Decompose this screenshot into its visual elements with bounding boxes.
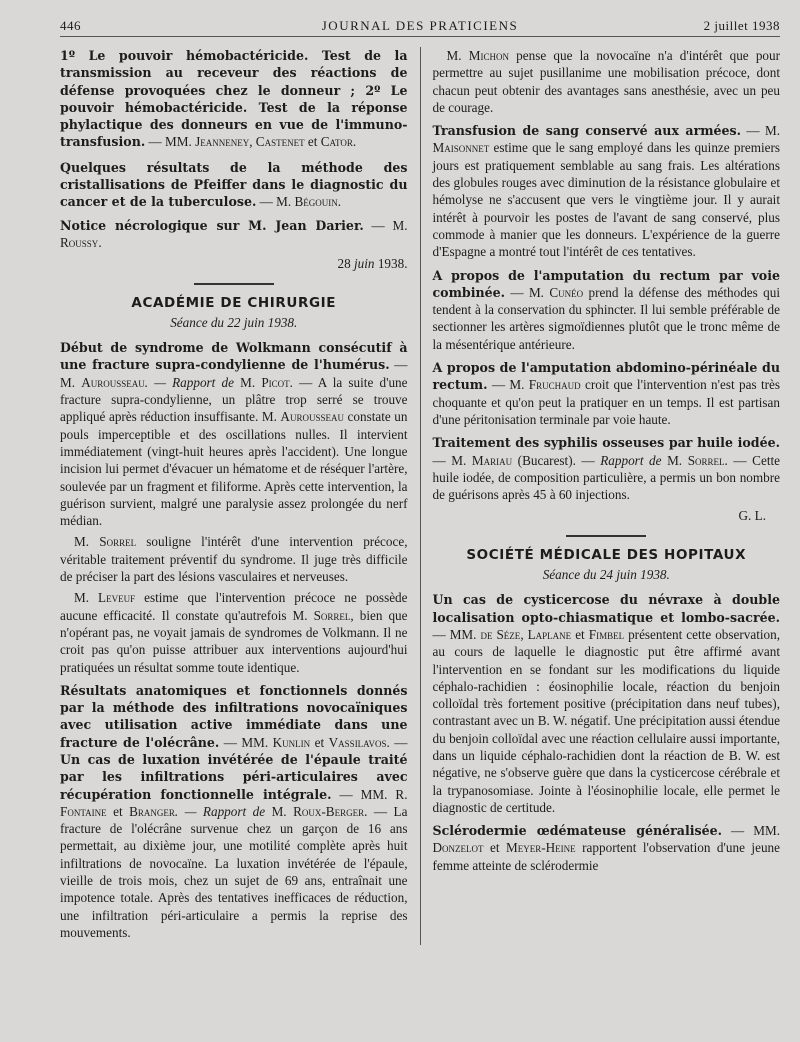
item-title: A propos de l'amputation du rectum par voie combinée. <box>432 267 780 300</box>
item-title: 1º Le pouvoir hémobactéricide. Test de la transmission au receveur des réactions de défense provoquées chez le donneur ; 2º Le pouvoir hémobactéricide. Test de la réponse phylactique des donneurs en vue de l'immuno-transfusion. <box>60 48 408 150</box>
communication-item: Traitement des syphilis osseuses par huile iodée. — M. Mariau (Bucarest). — Rapport de M. Sorrel. — Cette huile iodée, de composition particulière, a permis un bon nombre de guérisons après 45 à 60 injections. <box>432 435 780 503</box>
right-column <box>420 47 781 945</box>
author-name: Jeanneney, Castenet <box>195 134 305 150</box>
item-title: Un cas de cysticercose du névraxe à double localisation opto-chiasmatique et lombo-sacrée. <box>432 592 780 625</box>
section-title: SOCIÉTÉ MÉDICALE DES HOPITAUX <box>466 546 747 563</box>
item-title: A propos de l'amputation abdomino-périnéale du rectum. <box>432 360 780 393</box>
issue-date: 2 juillet 1938 <box>703 18 780 33</box>
item-title: Sclérodermie œdémateuse généralisée. <box>432 823 723 839</box>
session-date: Séance du 22 juin 1938. <box>170 314 298 330</box>
item-title: Résultats anatomiques et fonctionnels donnés par la méthode des infiltrations novocaïniques avec utilisation active immédiate dans une fracture de l'olécrâne. <box>60 682 408 750</box>
section-divider <box>566 535 646 537</box>
journal-title: JOURNAL DES PRATICIENS <box>321 18 519 33</box>
item-title: Notice nécrologique sur M. Jean Darier. <box>60 217 364 233</box>
item-title: Traitement des syphilis osseuses par huile iodée. <box>432 435 780 451</box>
communication-item: A propos de l'amputation du rectum par voie combinée. — M. Cunéo prend la défense des méthodes qui tendent à la conservation du sphincter. Il lui semble préférable de sectionner les artères sigmoïdiennes plutôt que le tronc même de la mésentérique antérieure. <box>432 267 780 352</box>
item-title: Début de syndrome de Wolkmann consécutif à une fracture supra-condylienne de l'humérus. <box>60 340 408 373</box>
communication-item: Résultats anatomiques et fonctionnels donnés par la méthode des infiltrations novocaïniques avec utilisation active immédiate dans une fracture de l'olécrâne. — MM. Kunlin et Vassilavos. — Un cas de luxation invétérée de l'épaule traité par les infiltrations péri-articulaires avec récupération fonctionnelle intégrale. — MM. R. Fontaine et Branger. — Rapport de M. Roux-Berger. — La fracture de l'olécrâne survenue chez un garçon de 16 ans permettait, au dixième jour, une motilité complète après huit infiltrations de novocaïne. La luxation invétérée de l'épaule, vieille de trois mois, chez un sujet de 69 ans, entraînait une impotence totale. Après des tentatives inefficaces de réduction, une infiltration péri-articulaire a permis la reprise des mouvements. <box>60 682 408 940</box>
left-column <box>60 47 408 945</box>
communication-item: Transfusion de sang conservé aux armées. — M. Maisonnet estime que le sang employé dans les quinze premiers jours est pratiquement semblable au sang frais. Les altérations des globules rouges avec diminution de la résistance globulaire et hémolyse ne s'accusent que vers le vingtième jour. Il y aurait intérêt à pourvoir les postes de l'avant de sang conservé, plus commode à manier que les donneurs. L'expérience de la guerre d'Espagne a montré tout l'intérêt de ces tentatives. <box>432 123 780 260</box>
discussion-paragraph: M. Leveuf estime que l'intervention précoce ne possède aucune efficacité. Il constate qu'autrefois M. Sorrel, bien que n'opérant pas, ne voyait jamais de syndromes de Volkmann. Il ne croit pas qu'on puisse attribuer aux interventions aujourd'hui pratiquées un résultat somme toute identique. <box>60 590 408 675</box>
communication-item: Un cas de cysticercose du névraxe à double localisation opto-chiasmatique et lombo-sacrée. — MM. de Séze, Laplane et Fimbel présentent cette observation, au cours de laquelle le diagnostic put être affirmé avant l'intervention en se fondant sur les modifications du liquide céphalo-rachidien : éosinophilie locale, réaction du benjoin colloïdal très fortement positive (précipitation dans neuf tubes), contrastant avec un B. W. négatif. Une précipitation aussi étendue du benjoin colloïdal avec une réaction cellulaire aussi importante, dans un liquide céphalo-rachidien dont la réaction de B. W. est négative, ne s'observe guère que dans la cysticercose cérébrale et la trypanosomiase. Jointe à l'éosinophilie locale, elle permet le diagnostic de certitude. <box>432 592 781 815</box>
page-number: 446 <box>60 18 81 33</box>
communication-item: Sclérodermie œdémateuse généralisée. — MM. Donzelot et Meyer-Heine rapportent l'observation d'une jeune femme atteinte de sclérodermie <box>432 823 780 873</box>
author-name: Bégouin <box>294 194 338 210</box>
communication-item: Notice nécrologique sur M. Jean Darier. — M. Roussy. <box>60 217 408 250</box>
author-name: Roussy <box>60 234 99 250</box>
section-title: ACADÉMIE DE CHIRURGIE <box>131 294 337 311</box>
communication-item: A propos de l'amputation abdomino-périnéale du rectum. — M. Fruchaud croit que l'intervention n'est pas très choquante et qu'on peut la pratiquer en un temps. Il est partisan d'une péritonisation terminale par voie haute. <box>432 360 780 427</box>
running-header <box>60 14 780 37</box>
communication-item: Début de syndrome de Wolkmann consécutif à une fracture supra-condylienne de l'humérus. — M. Aurousseau. — Rapport de M. Picot. — A la suite d'une fracture supra-condylienne, un plâtre trop serré se trouve appliqué après réduction insuffisante. M. Aurousseau constate un pouls imperceptible et des oscillations nulles. Il intervient immédiatement (vingt-huit heures après l'accident). Une longue incision lui permet d'évacuer un hématome et de réséquer l'artère, soulevée par un fragment et filiforme. Après cette intervention, la guérison survient, malgré une paralysie assez prolongée du nerf médian. <box>60 340 408 529</box>
author-signature: G. L. <box>738 508 766 524</box>
author-name: Cator <box>320 134 353 150</box>
item-title: Quelques résultats de la méthode des cristallisations de Pfeiffer dans le diagnostic du cancer et de la tuberculose. <box>60 159 408 210</box>
item-title: Un cas de luxation invétérée de l'épaule traité par les infiltrations péri-articulaires avec récupération fonctionnelle intégrale. <box>60 751 408 802</box>
section-divider <box>194 283 274 285</box>
discussion-paragraph: M. Michon pense que la novocaïne n'a d'intérêt que pour permettre au sujet pusillanime une mobilisation précoce, dont chacun peut obtenir des avantages sans anesthésie, avec un peu de courage. <box>432 48 781 115</box>
communication-item: Quelques résultats de la méthode des cristallisations de Pfeiffer dans le diagnostic du cancer et de la tuberculose. — M. Bégouin. <box>60 159 408 210</box>
two-column-body <box>60 47 780 945</box>
item-title: Transfusion de sang conservé aux armées. <box>432 123 742 139</box>
signature-date: 28 juin 1938. <box>337 256 408 272</box>
communication-item: 1º Le pouvoir hémobactéricide. Test de la transmission au receveur des réactions de défense provoquées chez le donneur ; 2º Le pouvoir hémobactéricide. Test de la réponse phylactique des donneurs en vue de l'immuno-transfusion. — MM. Jeanneney, Castenet et Cator. <box>60 48 408 150</box>
session-date: Séance du 24 juin 1938. <box>542 567 670 583</box>
discussion-paragraph: M. Sorrel souligne l'intérêt d'une intervention précoce, véritable traitement préventif du syndrome. Il juge très difficile de préciser la part des lésions vasculaires et nerveuses. <box>60 534 408 585</box>
